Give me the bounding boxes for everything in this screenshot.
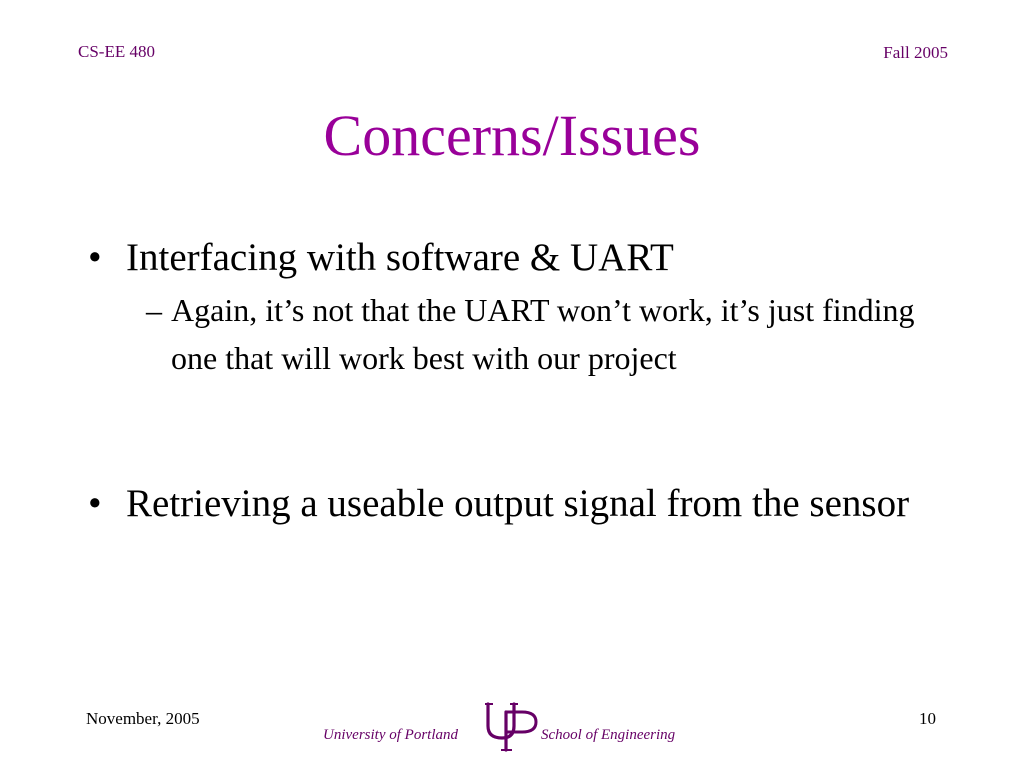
bullet-item-signal — [88, 476, 938, 532]
sub-bullet-uart — [146, 286, 916, 382]
logo-school-text: School of Engineering — [541, 727, 676, 743]
bullet-marker: • — [88, 236, 102, 279]
sub-bullet-marker: – — [146, 292, 162, 328]
sub-bullet-text: Again, it’s not that the UART won’t work, it’s just finding one that will work best with our project — [171, 292, 915, 376]
bullet-marker: • — [88, 482, 102, 525]
university-logo — [320, 698, 700, 754]
footer-date: November, 2005 — [86, 709, 200, 728]
logo-university-text: University of Portland — [323, 727, 458, 743]
up-monogram-icon — [482, 698, 540, 752]
page-number: 10 — [919, 709, 936, 728]
bullet-text: Interfacing with software & UART — [126, 236, 674, 279]
bullet-text: Retrieving a useable output signal from the sensor — [126, 482, 910, 525]
course-label: CS-EE 480 — [78, 42, 155, 61]
slide-title: Concerns/Issues — [323, 103, 701, 168]
bullet-item-interfacing — [88, 230, 938, 286]
term-label: Fall 2005 — [883, 43, 948, 62]
